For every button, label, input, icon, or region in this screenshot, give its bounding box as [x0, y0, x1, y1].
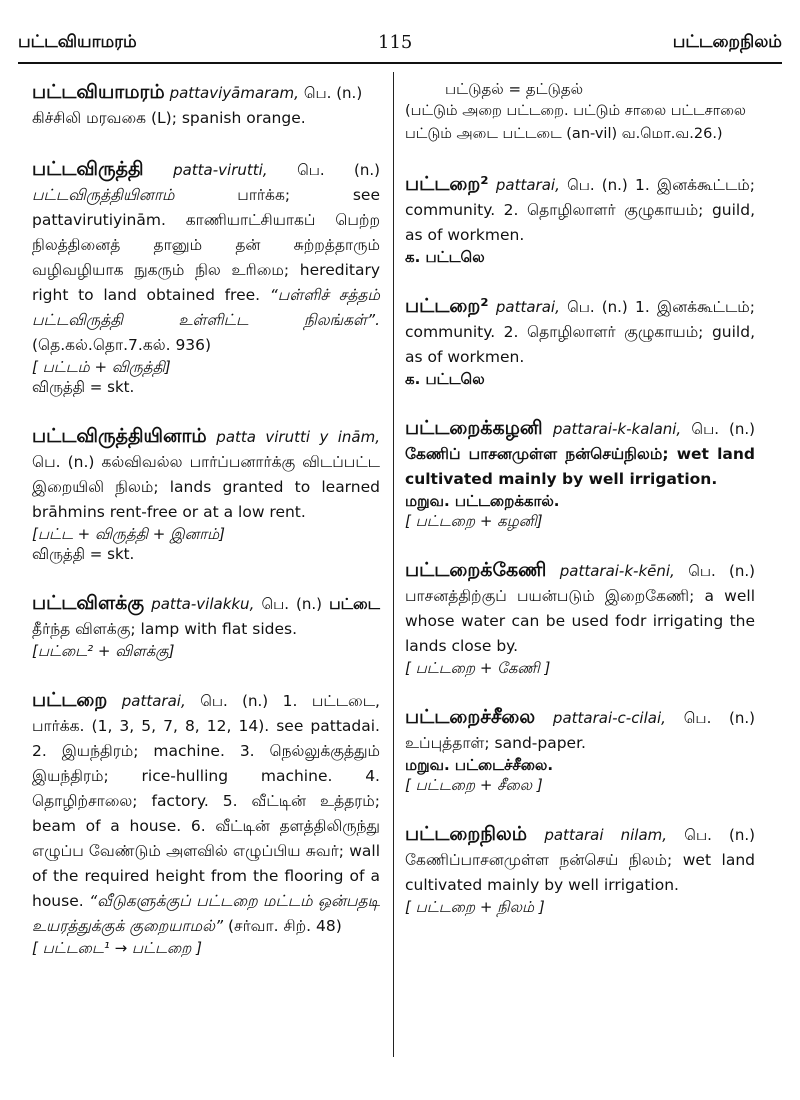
definition: உப்புத்தாள்; sand-paper. — [405, 734, 586, 752]
dictionary-entry — [405, 172, 755, 268]
dictionary-entry — [405, 416, 755, 532]
definition: பார்க்க; see — [237, 186, 380, 204]
transliteration: patta-vilakku, — [151, 595, 255, 613]
quotation: “பள்ளிச் சத்தம் பட்டவிருத்தி உள்ளிட்ட நிலங்கள்”. — [32, 286, 380, 329]
dictionary-entry — [32, 591, 380, 662]
transliteration: patta-virutti, — [173, 161, 268, 179]
page-header — [18, 30, 782, 62]
cross-reference: பட்டவிருத்தியினாம் — [32, 186, 175, 204]
definition: பாசனத்திற்குப் பயன்படும் இறைகேணி; a well whose water can be used fodr irrigating the lands close by. — [405, 587, 755, 655]
etymology: [ பட்டறை + சீலை ] — [405, 776, 543, 794]
dictionary-entry — [32, 424, 380, 565]
headword: பட்டறைக்கேணி — [405, 559, 547, 581]
synonym: மறுவ. பட்டறைக்கால். — [405, 492, 560, 510]
definition: கிச்சிலி மரவகை (L); spanish orange. — [32, 109, 306, 127]
transliteration: pattarai, — [495, 298, 560, 316]
part-of-speech: பெ. (n.) — [688, 562, 755, 580]
part-of-speech: பெ. (n.) — [691, 420, 755, 438]
cognate: க. பட்டலெ — [405, 370, 485, 388]
part-of-speech: பெ. (n.) — [200, 692, 269, 710]
cognate: க. பட்டலெ — [405, 248, 485, 266]
etymology: [பட்ட + விருத்தி + இனாம்] — [32, 525, 226, 543]
headword: பட்டவிருத்தியினாம் — [32, 425, 207, 447]
quotation: “வீடுகளுக்குப் பட்டறை மட்டம் ஒன்பதடி உயரத்துக்குக் குறையாமல்” — [32, 892, 380, 935]
headword: பட்டறை² — [405, 173, 489, 195]
etymology: [ பட்டறை + கழனி] — [405, 512, 543, 530]
headword: பட்டவிளக்கு — [32, 592, 145, 614]
header-rule — [18, 62, 782, 64]
transliteration: pattarai nilam, — [544, 826, 668, 844]
headword: பட்டறை — [32, 689, 108, 711]
part-of-speech: பெ. (n.) — [567, 298, 628, 316]
headword: பட்டவியாமரம் — [32, 81, 165, 103]
transliteration: pattaviyāmaram, — [169, 84, 299, 102]
right-column — [405, 80, 755, 944]
cross-reference: பட்டை — [329, 595, 381, 613]
etymology-note: விருத்தி = skt. — [32, 545, 135, 563]
page-number: 115 — [378, 32, 413, 53]
transliteration: pattarai-k-kalani, — [552, 420, 682, 438]
etymology-explanation: (பட்டும் அறை பட்டறை. பட்டும் சாலை பட்டசாலை பட்டும் அடை பட்டடை (an-vil) வ.மொ.வ.26.) — [405, 103, 746, 142]
definition: 1. பட்டடை, பார்க்க. (1, 3, 5, 7, 8, 12, 14). see pattadai. 2. இயந்திரம்; machine. 3. நெல்லுக்குத்தும் இயந்திரம்; rice-hulling machine. 4. தொழிற்சாலை; factory. 5. வீட்டின் உத்தரம்; beam of a house. 6. வீட்டின் தளத்திலிருந்து எழுப்ப வேண்டும் அளவில் எழுப்பிய சுவர்; wall of the required height from the flooring of a house. — [32, 692, 380, 910]
dictionary-entry — [405, 294, 755, 390]
dictionary-entry — [405, 705, 755, 796]
etymology: [ பட்டறை + கேணி ] — [405, 659, 551, 677]
etymology-note: பட்டுதல் = தட்டுதல் — [445, 80, 584, 98]
part-of-speech: பெ. (n.) — [684, 826, 755, 844]
header-right-guide-word: பட்டறைநிலம் — [672, 32, 782, 52]
dictionary-entry-continuation — [405, 80, 755, 146]
etymology: [பட்டை² + விளக்கு] — [32, 642, 175, 660]
dictionary-entry — [32, 688, 380, 959]
definition: pattavirutiyinām. காணியாட்சியாகப் பெற்ற நிலத்தினைத் தானும் தன் சுற்றத்தாரும் வழிவழியாக நுகரும் நில உரிமை; hereditary right to land obtained free. — [32, 211, 380, 304]
dictionary-entry — [32, 80, 380, 131]
synonym: மறுவ. பட்டைச்சீலை. — [405, 756, 554, 774]
headword: பட்டறைச்சீலை — [405, 706, 536, 728]
part-of-speech: பெ. (n.) — [303, 84, 363, 102]
definition: பெ. (n.) கல்விவல்ல பார்ப்பனார்க்கு விடப்பட்ட இறையிலி நிலம்; lands granted to learned brāhmins rent-free or at a low rent. — [32, 453, 380, 521]
definition: கேணிப்பாசனமுள்ள நன்செய் நிலம்; wet land cultivated mainly by well irrigation. — [405, 851, 755, 894]
dictionary-entry — [405, 822, 755, 918]
left-column — [32, 80, 380, 985]
etymology: [ பட்டறை + நிலம் ] — [405, 898, 545, 916]
definition: 1. இனக்கூட்டம்; community. 2. தொழிலாளர் குழுகாயம்; guild, as of workmen. — [405, 176, 755, 244]
headword: பட்டறைக்கழனி — [405, 417, 543, 439]
headword: பட்டறை² — [405, 295, 489, 317]
headword: பட்டறைநிலம் — [405, 823, 528, 845]
source-citation: (தெ.கல்.தொ.7.கல். 936) — [32, 336, 212, 354]
part-of-speech: பெ. (n.) — [567, 176, 628, 194]
dictionary-entry — [32, 157, 380, 398]
part-of-speech: பெ. (n.) — [297, 161, 380, 179]
definition: 1. இனக்கூட்டம்; community. 2. தொழிலாளர் குழுகாயம்; guild, as of workmen. — [405, 298, 755, 366]
headword: பட்டவிருத்தி — [32, 158, 144, 180]
transliteration: pattarai, — [495, 176, 560, 194]
transliteration: pattarai, — [121, 692, 186, 710]
transliteration: pattarai-c-cilai, — [552, 709, 666, 727]
column-divider — [393, 72, 394, 1057]
transliteration: pattarai-k-kēni, — [559, 562, 675, 580]
etymology-note: விருத்தி = skt. — [32, 378, 135, 396]
part-of-speech: பெ. (n.) — [683, 709, 755, 727]
etymology: [ பட்டடை¹ → பட்டறை ] — [32, 939, 202, 957]
source-citation: (சர்வா. சிற். 48) — [227, 917, 342, 935]
dictionary-entry — [405, 558, 755, 679]
definition: கேணிப் பாசனமுள்ள நன்செய்நிலம்; wet land cultivated mainly by well irrigation. — [405, 445, 755, 488]
part-of-speech: பெ. (n.) — [261, 595, 323, 613]
definition: தீர்ந்த விளக்கு; lamp with flat sides. — [32, 620, 298, 638]
etymology: [ பட்டம் + விருத்தி] — [32, 358, 171, 376]
transliteration: patta virutti y inām, — [216, 428, 380, 446]
header-left-guide-word: பட்டவியாமரம் — [18, 32, 137, 52]
